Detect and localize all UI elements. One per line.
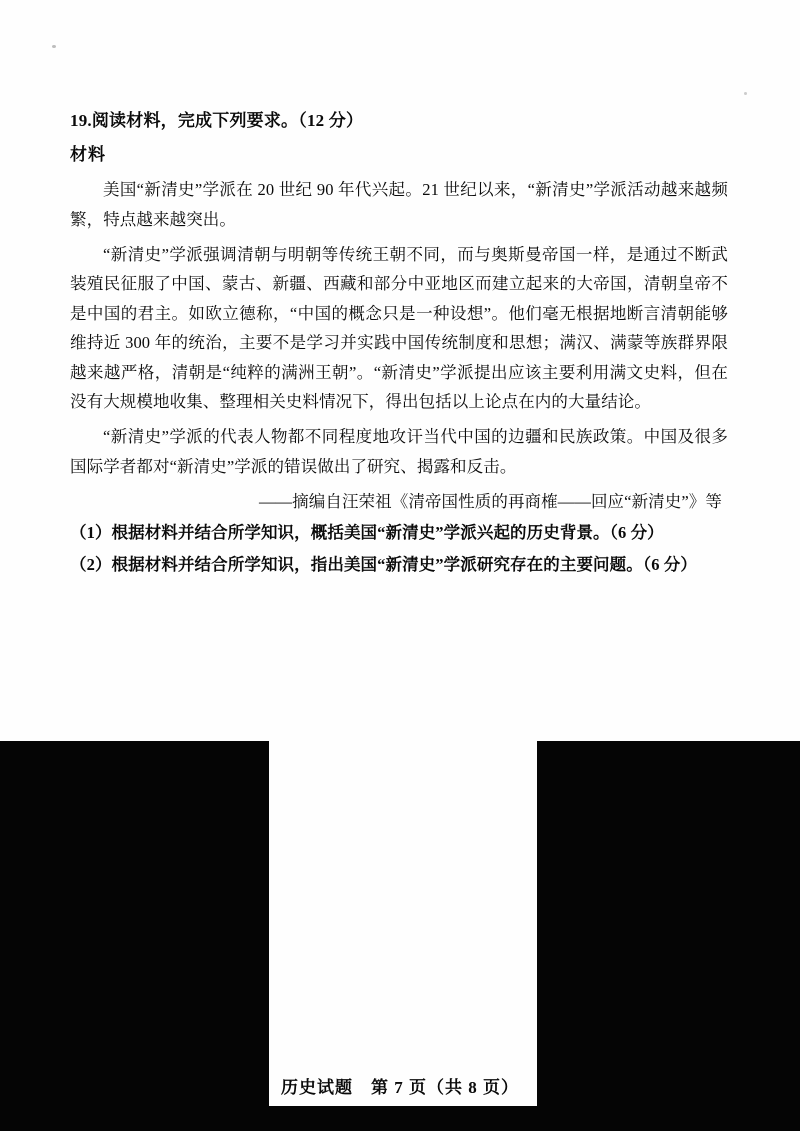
scan-speck-icon (52, 45, 56, 48)
scan-artifact-black-bar (269, 1106, 537, 1131)
question-block (70, 108, 728, 582)
material-label: 材料 (70, 145, 106, 165)
footer-subject: 历史试题 (281, 1078, 353, 1097)
page-footer (0, 1073, 800, 1098)
source-attribution: ——摘编自汪荣祖《清帝国性质的再商榷——回应“新清史”》等 (258, 491, 722, 511)
subquestion-2: （2）根据材料并结合所学知识，指出美国“新清史”学派研究存在的主要问题。（6 分） (70, 554, 697, 574)
footer-page-info: 第 7 页（共 8 页） (371, 1078, 519, 1097)
subquestion-1: （1）根据材料并结合所学知识，概括美国“新清史”学派兴起的历史背景。（6 分） (70, 523, 664, 543)
material-paragraph: “新清史”学派的代表人物都不同程度地攻讦当代中国的边疆和民族政策。中国及很多国际学者都对“新清史”学派的错误做出了研究、揭露和反击。 (70, 427, 728, 476)
material-paragraph: “新清史”学派强调清朝与明朝等传统王朝不同，而与奥斯曼帝国一样，是通过不断武装殖民征服了中国、蒙古、新疆、西藏和部分中亚地区而建立起来的大帝国，清朝皇帝不是中国的君主。如欧立德称，“中国的概念只是一种设想”。他们毫无根据地断言清朝能够维持近 300 年的统治，主要不是学习并实践中国传统制度和思想；满汉、满蒙等族群界限越来越严格，清朝是“纯粹的满洲王朝”。“新清史”学派提出应该主要利用满文史料，但在没有大规模地收集、整理相关史料情况下，得出包括以上论点在内的大量结论。 (70, 245, 728, 411)
scan-speck-icon (744, 92, 747, 95)
material-paragraph: 美国“新清史”学派在 20 世纪 90 年代兴起。21 世纪以来，“新清史”学派活动越来越频繁，特点越来越突出。 (70, 180, 728, 229)
question-heading (70, 108, 728, 134)
question-prompt: 阅读材料，完成下列要求。（12 分） (91, 111, 364, 130)
question-number: 19. (70, 111, 92, 130)
